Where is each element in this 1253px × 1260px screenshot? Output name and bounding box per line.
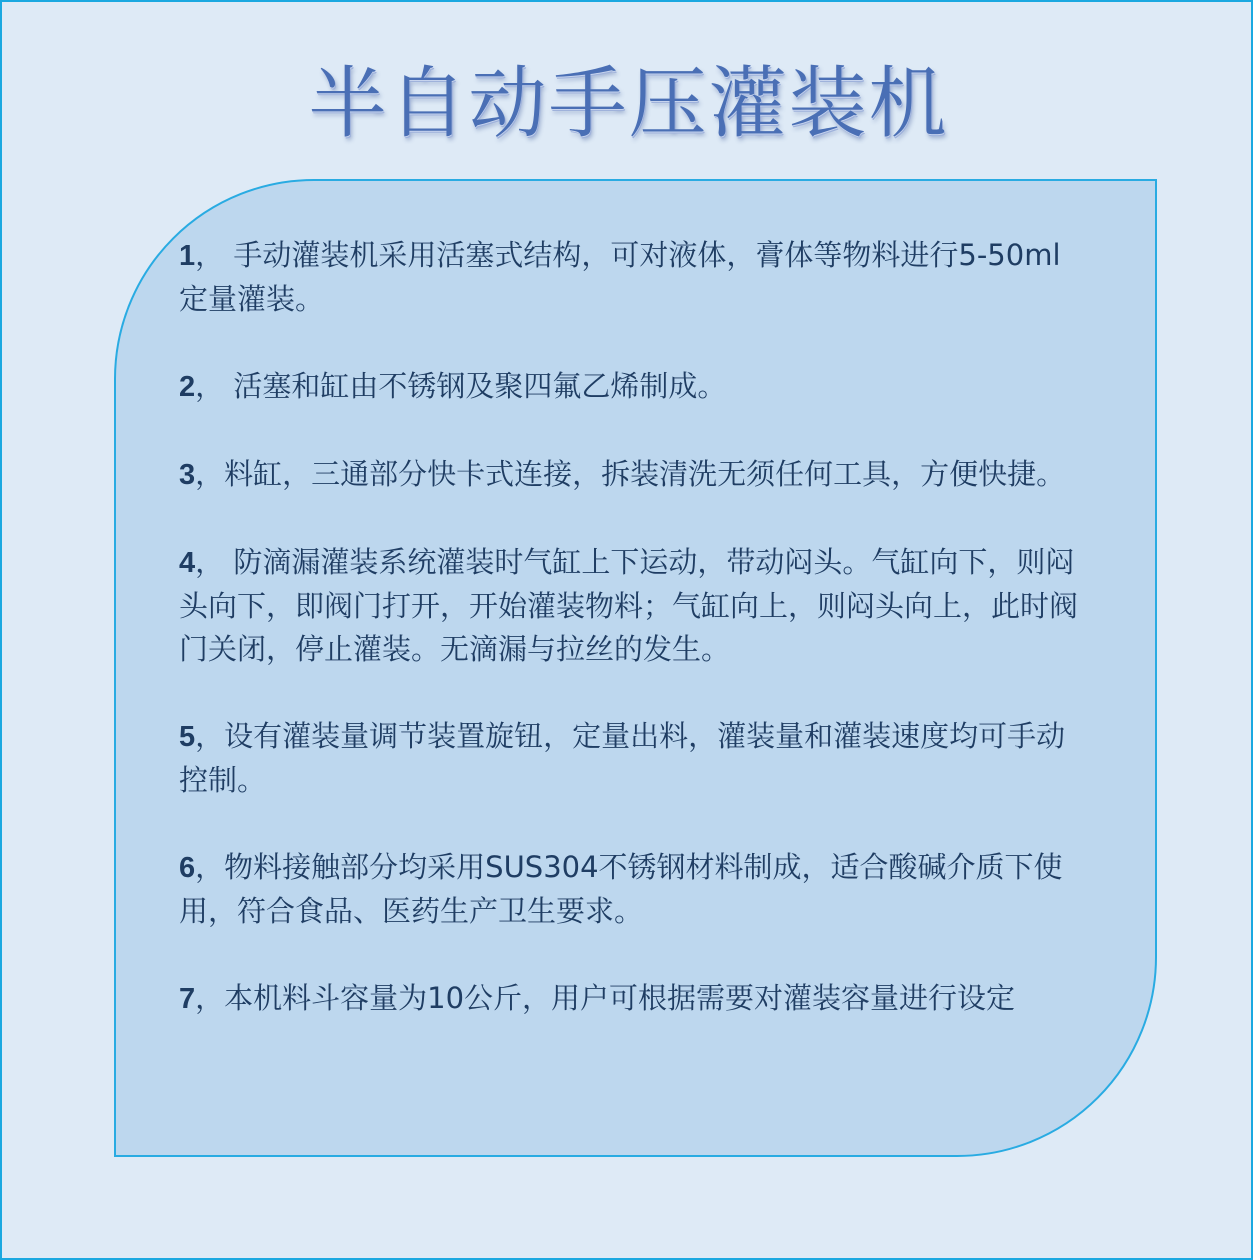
feature-item-5	[179, 715, 1084, 802]
feature-separator: ，	[195, 981, 225, 1015]
feature-item-2	[179, 365, 1084, 409]
feature-list	[179, 234, 1084, 1065]
feature-item-7	[179, 977, 1084, 1021]
feature-text: 物料接触部分均采用SUS304不锈钢材料制成，适合酸碱介质下使用，符合食品、医药生产卫生要求。	[179, 850, 1063, 928]
feature-text: 设有灌装量调节装置旋钮，定量出料，灌装量和灌装速度均可手动控制。	[179, 719, 1066, 797]
feature-item-4	[179, 541, 1084, 671]
feature-number: 7	[179, 983, 196, 1015]
feature-number: 2	[179, 371, 196, 403]
feature-item-3	[179, 453, 1084, 497]
feature-separator: ，	[195, 719, 225, 753]
feature-text: 防滴漏灌装系统灌装时气缸上下运动，带动闷头。气缸向下，则闷头向下，即阀门打开，开始灌装物料；气缸向上，则闷头向上，此时阀门关闭，停止灌装。无滴漏与拉丝的发生。	[179, 545, 1079, 666]
page-title: 半自动手压灌装机	[308, 59, 949, 149]
feature-number: 4	[179, 547, 196, 579]
feature-separator: ，	[195, 369, 225, 403]
feature-number: 3	[179, 459, 196, 491]
feature-number: 5	[179, 721, 196, 753]
feature-separator: ，	[195, 545, 225, 579]
feature-separator: ，	[195, 238, 225, 272]
feature-text: 活塞和缸由不锈钢及聚四氟乙烯制成。	[224, 369, 727, 403]
feature-text: 本机料斗容量为10公斤，用户可根据需要对灌装容量进行设定	[224, 981, 1016, 1015]
feature-number: 6	[179, 852, 196, 884]
feature-number: 1	[179, 240, 196, 272]
feature-text: 料缸，三通部分快卡式连接，拆装清洗无须任何工具，方便快捷。	[224, 457, 1066, 491]
feature-item-1	[179, 234, 1084, 321]
feature-panel	[114, 179, 1157, 1157]
feature-separator: ，	[195, 850, 225, 884]
feature-separator: ，	[195, 457, 225, 491]
feature-text: 手动灌装机采用活塞式结构，可对液体，膏体等物料进行5-50ml定量灌装。	[179, 238, 1061, 316]
feature-item-6	[179, 846, 1084, 933]
